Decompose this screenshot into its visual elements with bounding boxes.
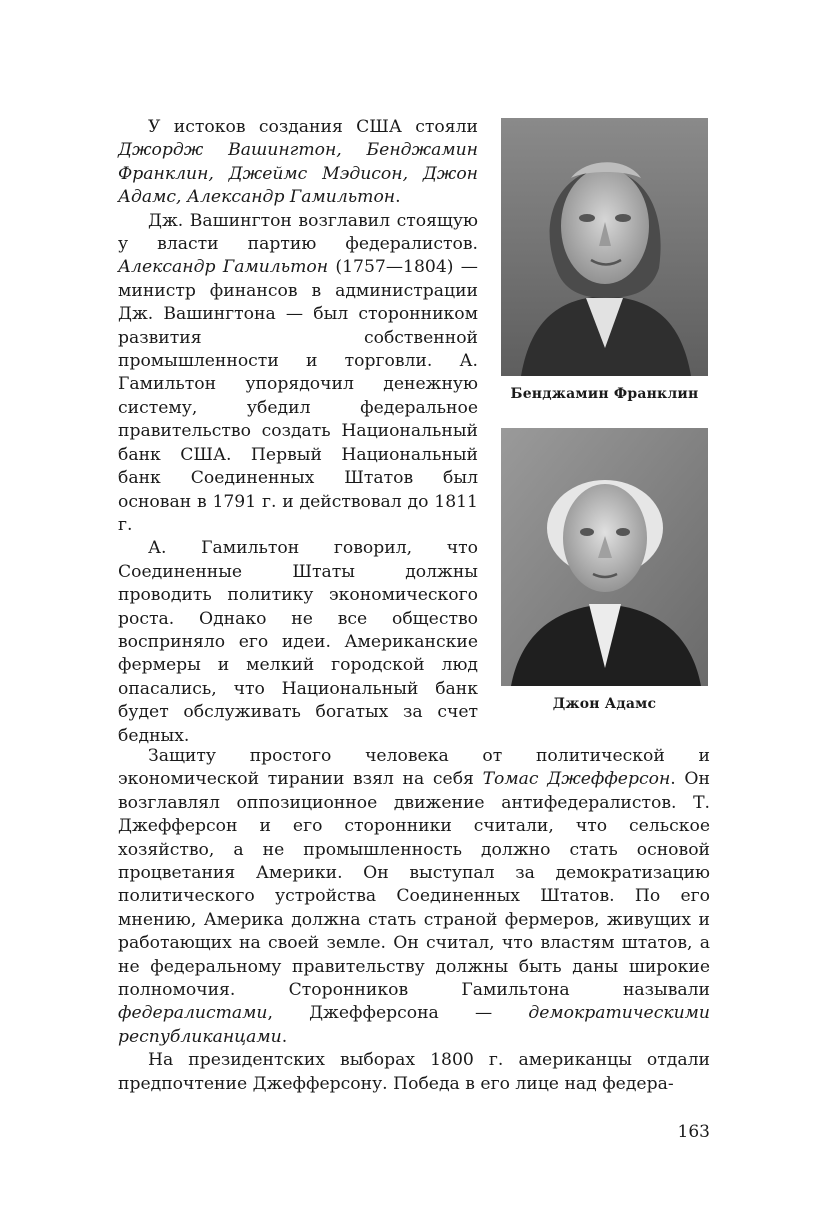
full-width-text [118,745,710,1096]
founders-names: Джордж Вашингтон, Бенджамин Франклин, Джеймс Мэдисон, Джон Адамс, Александр Гамильтон [118,140,478,208]
figure-adams [501,428,708,712]
paragraph-hamilton-ideas: А. Гамильтон говорил, что Соединенные Штаты должны проводить политику экономического роста. Однако не все общество восприняло его идеи. Американские фермеры и мелкий городской люд опасались, что Национальный банк будет обслуживать богатых за счет бедных. [118,538,478,746]
figure-caption: Джон Адамс [552,696,657,712]
figure-franklin [501,118,708,402]
jefferson-name: Томас Джефферсон [482,769,671,790]
paragraph-jefferson: Защиту простого человека от политической и экономической тирании взял на себя Томас Джефферсон. Он возглавлял оппозиционное движение антифедералистов. Т. Джефферсон и его сторонники считали, что сельское хозяйство, а не промышленность должно стать основой процветания Америки. Он выступал за демократизацию политического устройства Соединенных Штатов. По его мнению, Америка должна стать страной фермеров, живущих и работающих на своей земле. Он считал, что властям штатов, а не федеральному правительству должны быть даны широкие полномочия. Сторонников Гамильтона называли федералистами, Джефферсона — демократическими республиканцами. [118,746,710,1047]
adams-portrait [501,428,708,686]
page-number: 163 [677,1122,710,1142]
hamilton-name: Александр Гамильтон [118,257,329,278]
franklin-portrait [501,118,708,376]
paragraph-hamilton: Дж. Вашингтон возглавил стоящую у власти партию федералистов. Александр Гамильтон (1757—1804) — министр финансов в администрации Дж. Вашингтона — был сторонником развития собственной промышленности и торговли. А. Гамильтон упорядочил денежную систему, убедил федеральное правительство создать Национальный банк США. Первый Национальный банк Соединенных Штатов был основан в 1791 г. и действовал до 1811 г. [118,210,478,535]
figure-caption: Бенджамин Франклин [510,386,699,402]
term-federalists: федералистами [118,1003,268,1024]
term-democratic-republicans: демократическими республиканцами [118,1003,710,1047]
left-column-text [118,116,478,748]
paragraph-founders: У истоков создания США стояли Джордж Вашингтон, Бенджамин Франклин, Джеймс Мэдисон, Джон Адамс, Александр Гамильтон. [118,117,478,208]
paragraph-election-1800: На президентских выборах 1800 г. американцы отдали предпочтение Джефферсону. Победа в его лице над федера- [118,1050,710,1094]
